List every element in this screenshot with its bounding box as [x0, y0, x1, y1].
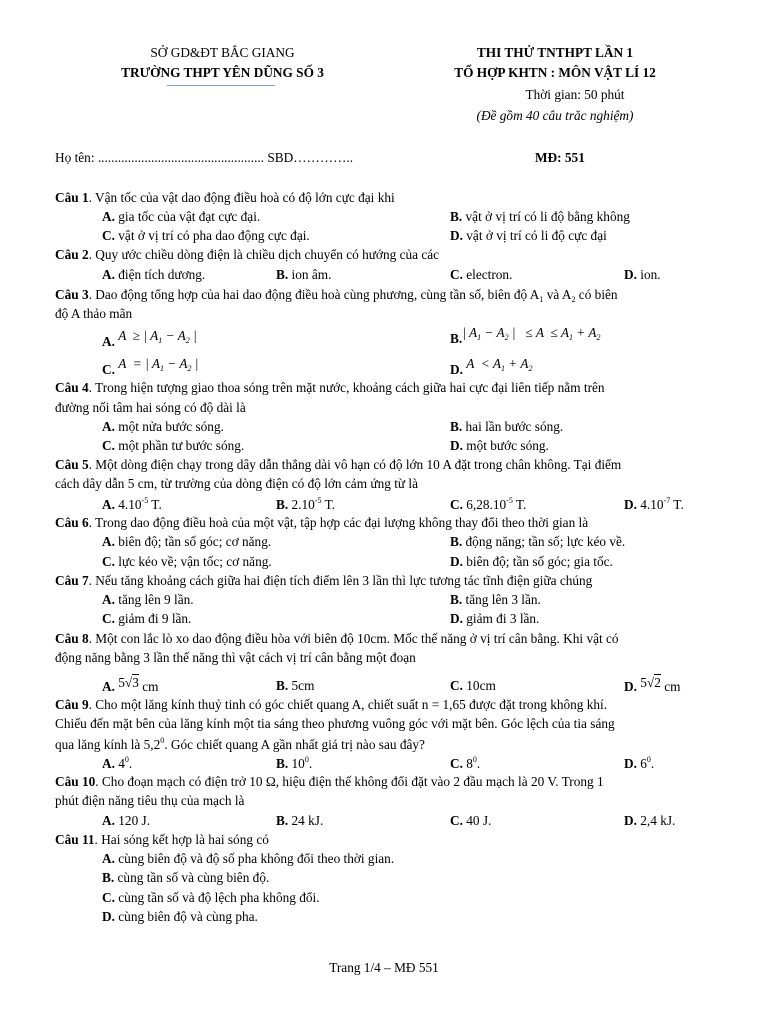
question-6: Câu 6. Trong dao động điều hoà của một vật, tập hợp các đại lượng không thay đổi theo thời gian là — [55, 515, 589, 530]
q6-option-d[interactable]: D. biên độ; tần số góc; gia tốc. — [450, 554, 613, 569]
q2-option-c[interactable]: C. electron. — [450, 267, 513, 282]
q3-option-a[interactable]: A. A ≥ | $A_1 - A_2$ | — [102, 328, 197, 349]
question-10: Câu 10. Cho đoạn mạch có điện trở 10 Ω, hiệu điện thế không đổi đặt vào 2 đầu mạch là 20 V. Trong 1 — [55, 774, 604, 789]
question-11: Câu 11. Hai sóng kết hợp là hai sóng có — [55, 832, 269, 847]
exam-title: THI THỬ TNTHPT LẦN 1 — [476, 45, 634, 60]
q6-option-a[interactable]: A. biên độ; tần số góc; cơ năng. — [102, 534, 272, 549]
question-9-cont2: qua lăng kính là $5,2^0$. Góc chiết quang A gần nhất giá trị nào sau đây? — [55, 736, 425, 752]
school-name: TRƯỜNG THPT YÊN DŨNG SỐ 3 — [121, 65, 324, 80]
q10-option-a[interactable]: A. 120 J. — [102, 813, 151, 828]
q9-option-a[interactable]: A. $4^0$. — [102, 755, 133, 771]
q4-option-c[interactable]: C. một phần tư bước sóng. — [102, 438, 245, 453]
q8-option-d[interactable]: D. 5√2 cm — [624, 675, 681, 694]
q4-option-d[interactable]: D. một bước sóng. — [450, 438, 549, 453]
question-8: Câu 8. Một con lắc lò xo dao động điều hòa với biên độ 10cm. Mốc thế năng ở vị trí cân bằng. Khi vật có — [55, 631, 619, 646]
page-footer: Trang 1/4 – MĐ 551 — [329, 960, 439, 975]
question-1: Câu 1. Vận tốc của vật dao động điều hoà có độ lớn cực đại khi — [55, 190, 395, 205]
exam-note: (Đề gồm 40 câu trăc nghiệm) — [476, 108, 634, 123]
school-underline — [167, 85, 275, 86]
q11-option-d[interactable]: D. cùng biên độ và cùng pha. — [102, 909, 258, 924]
school-department: SỞ GD&ĐT BẮC GIANG — [150, 45, 295, 60]
q3-formula-b: | $A_1 - A_2$ | ≤ $A \le A_1 + A_2$ — [462, 325, 601, 342]
question-9: Câu 9. Cho một lăng kính thuỷ tinh có góc chiết quang A, chiết suất n = 1,65 được đặt trong không khí. — [55, 697, 608, 712]
q8-formula-d: 5√2 — [640, 675, 661, 690]
q4-option-b[interactable]: B. hai lần bước sóng. — [450, 419, 564, 434]
q3-option-c[interactable]: C. A = | $A_1 - A_2$ | — [102, 356, 199, 377]
q9-option-c[interactable]: C. $8^0$. — [450, 755, 481, 771]
q5-option-c[interactable]: C. $6,28.10^{-5}$ T. — [450, 496, 527, 512]
q5-option-a[interactable]: A. $4.10^{-5}$ T. — [102, 496, 162, 512]
q3-formula-c: A = | $A_1 - A_2$ | — [118, 356, 199, 373]
question-7: Câu 7. Nếu tăng khoảng cách giữa hai điện tích điểm lên 3 lần thì lực tương tác tĩnh điện giữa chúng — [55, 573, 593, 588]
q7-option-b[interactable]: B. tăng lên 3 lần. — [450, 592, 541, 607]
q8-formula-a: 5√3 — [118, 675, 139, 690]
q9-option-b[interactable]: B. $10^0$. — [276, 755, 313, 771]
question-3-cont: độ A thảo mãn — [55, 306, 133, 321]
q2-option-d[interactable]: D. ion. — [624, 267, 661, 282]
question-10-cont: phút điện năng tiêu thụ của mạch là — [55, 793, 245, 808]
q8-option-a[interactable]: A. 5√3 cm — [102, 675, 159, 694]
question-2: Câu 2. Quy ước chiều dòng điện là chiều dịch chuyển có hướng của các — [55, 247, 440, 262]
q5-option-d[interactable]: D. $4.10^{-7}$ T. — [624, 496, 684, 512]
q6-option-c[interactable]: C. lực kéo về; vận tốc; cơ năng. — [102, 554, 272, 569]
q3-option-b[interactable]: B.| $A_1 - A_2$ | ≤ $A \le A_1 + A_2$ — [450, 325, 601, 346]
q7-option-d[interactable]: D. giảm đi 3 lần. — [450, 611, 540, 626]
q2-option-a[interactable]: A. điện tích dương. — [102, 267, 206, 282]
q8-option-b[interactable]: B. 5cm — [276, 678, 315, 693]
q9-option-d[interactable]: D. $6^0$. — [624, 755, 655, 771]
q11-option-b[interactable]: B. cùng tần số và cùng biên độ. — [102, 870, 270, 885]
exam-subject: TỔ HỢP KHTN : MÔN VẬT LÍ 12 — [454, 65, 656, 80]
q3-formula-d: $A < A_1 + A_2$ — [466, 356, 533, 373]
q10-option-d[interactable]: D. 2,4 kJ. — [624, 813, 676, 828]
question-3: Câu 3. Dao động tổng hợp của hai dao động điều hoà cùng phương, cùng tần số, biên độ $A_1$ và $A_2$ có biên — [55, 287, 618, 304]
q10-option-b[interactable]: B. 24 kJ. — [276, 813, 324, 828]
q4-option-a[interactable]: A. một nửa bước sóng. — [102, 419, 224, 434]
question-4: Câu 4. Trong hiện tượng giao thoa sóng trên mặt nước, khoảng cách giữa hai cực đại liên tiếp nằm trên — [55, 380, 605, 395]
q10-option-c[interactable]: C. 40 J. — [450, 813, 492, 828]
q7-option-a[interactable]: A. tăng lên 9 lần. — [102, 592, 194, 607]
student-name-field: Họ tên: .................................................. SBD………….. — [55, 150, 354, 165]
question-8-cont: động năng bằng 3 lần thế năng thì vật cách vị trí cân bằng một đoạn — [55, 650, 416, 665]
q2-option-b[interactable]: B. ion âm. — [276, 267, 332, 282]
exam-code: MĐ: 551 — [535, 150, 585, 165]
q6-option-b[interactable]: B. động năng; tần số; lực kéo về. — [450, 534, 626, 549]
q5-option-b[interactable]: B. $2.10^{-5}$ T. — [276, 496, 336, 512]
question-4-cont: đường nối tâm hai sóng có độ dài là — [55, 400, 246, 415]
q1-option-b[interactable]: B. vật ở vị trí có li độ bằng không — [450, 209, 630, 224]
question-5: Câu 5. Một dòng điện chạy trong dây dẫn thẳng dài vô hạn có độ lớn 10 A đặt trong chân không. Tại điểm — [55, 457, 622, 472]
q3-formula-a: A ≥ | $A_1 - A_2$ | — [118, 328, 197, 345]
question-5-cont: cách dây dẫn 5 cm, từ trường của dòng điện có độ lớn cảm ứng từ là — [55, 476, 419, 491]
q1-option-a[interactable]: A. gia tốc của vật đạt cực đại. — [102, 209, 261, 224]
q8-option-c[interactable]: C. 10cm — [450, 678, 496, 693]
q11-option-a[interactable]: A. cùng biên độ và độ số pha không đổi theo thời gian. — [102, 851, 395, 866]
q7-option-c[interactable]: C. giảm đi 9 lần. — [102, 611, 192, 626]
q3-option-d[interactable]: D. $A < A_1 + A_2$ — [450, 356, 533, 377]
question-9-cont: Chiếu đến mặt bên của lăng kính một tia sáng theo phương vuông góc với mặt bên. Góc lệch của tia sáng — [55, 716, 615, 731]
q1-option-d[interactable]: D. vật ở vị trí có li độ cực đại — [450, 228, 607, 243]
q1-option-c[interactable]: C. vật ở vị trí có pha dao động cực đại. — [102, 228, 310, 243]
q11-option-c[interactable]: C. cùng tần số và độ lệch pha không đổi. — [102, 890, 320, 905]
exam-duration: Thời gian: 50 phút — [525, 87, 625, 102]
